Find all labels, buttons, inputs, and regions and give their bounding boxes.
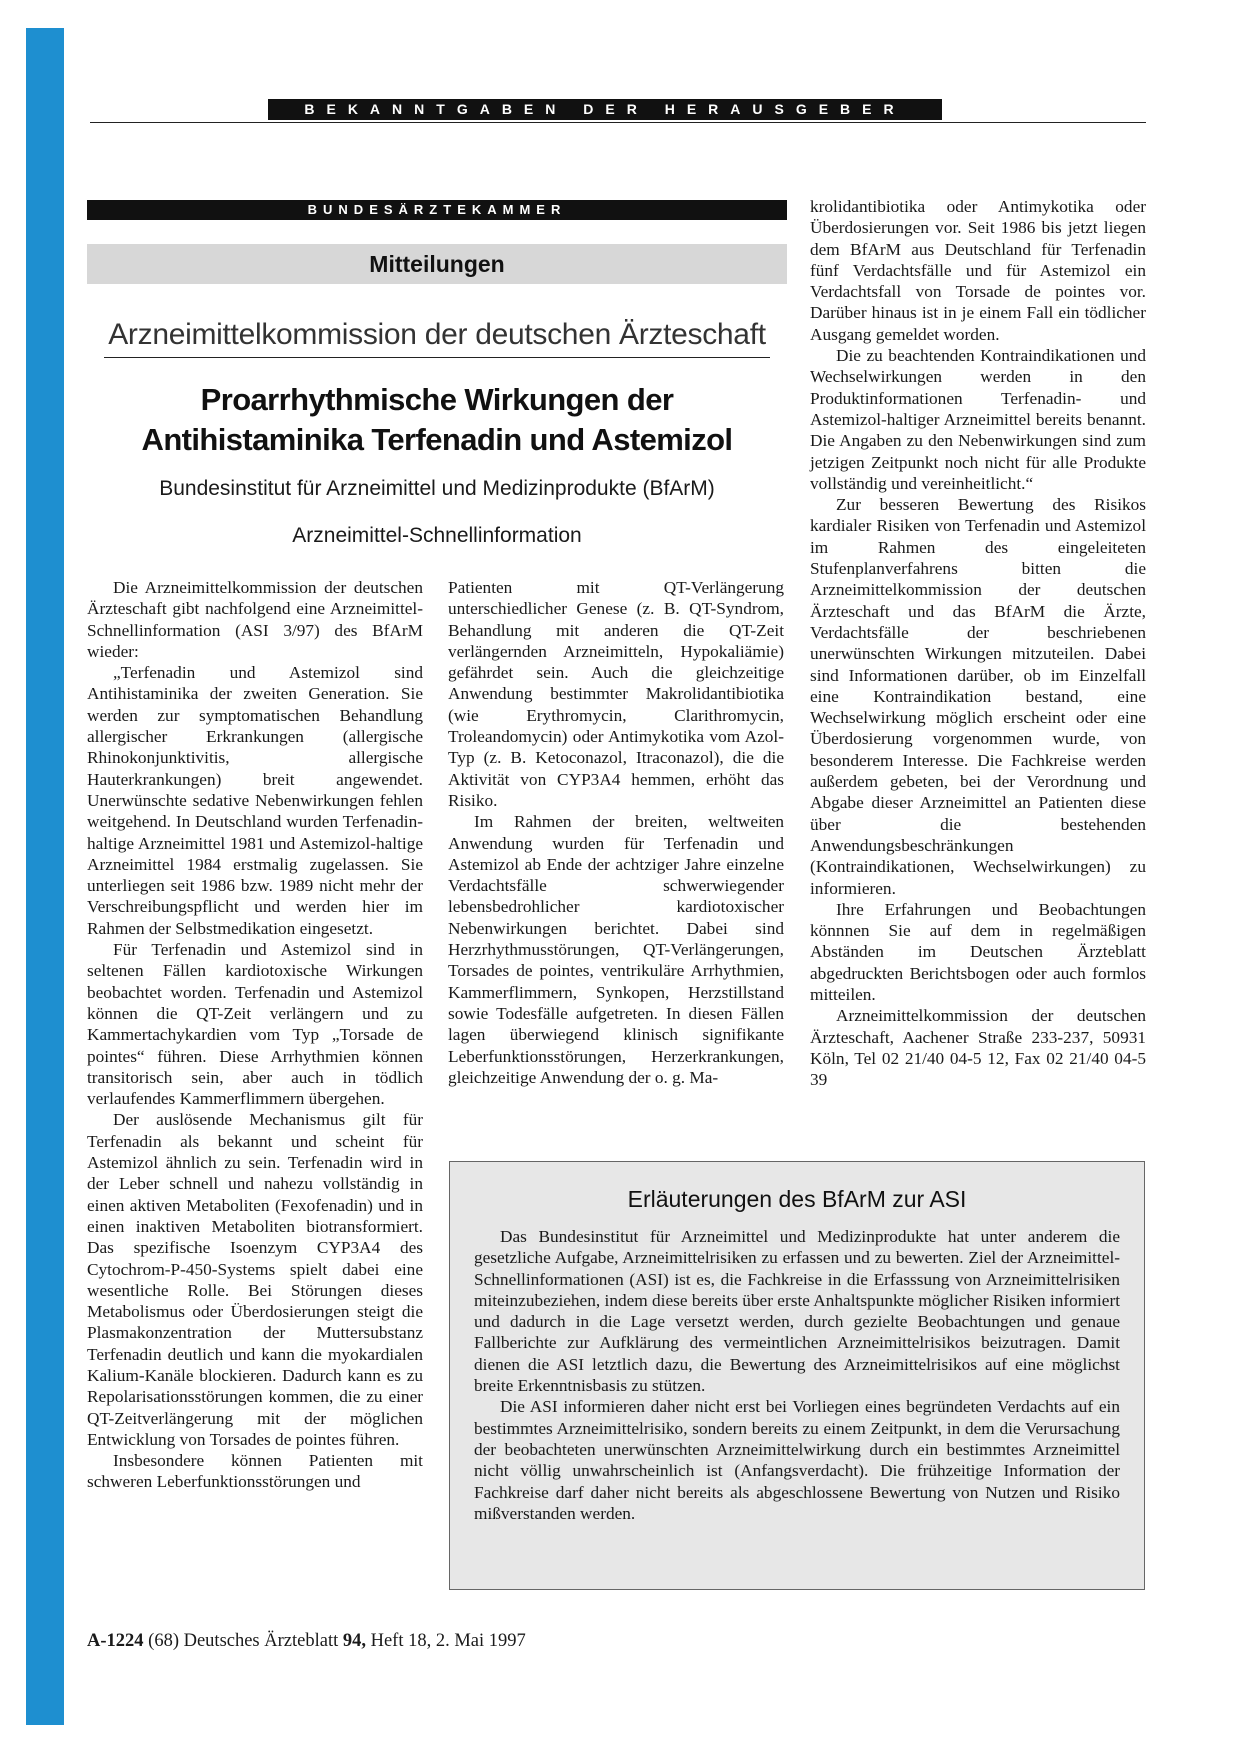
paragraph: „Terfenadin und Astemizol sind Antihistaminika der zweiten Generation. Sie werden zur symptomatischen Behandlung allergischer Erkrankungen (allergische Rhinokonjunktivitis, allergische Hauterkrankungen) breit angewendet. Unerwünschte sedative Nebenwirkungen fehlen weitgehend. In Deutschland wurden Terfenadin-haltige Arzneimittel 1981 und Astemizol-haltige Arzneimittel 1984 erstmalig zugelassen. Sie unterliegen seit 1986 bzw. 1989 nicht mehr der Verschreibungspflicht und werden hier im Rahmen der Selbstmedikation eingesetzt. [87,663,423,938]
article-title-line2: Antihistaminika Terfenadin und Astemizol [141,422,733,457]
article-subtitle2: Arzneimittel-Schnellinformation [292,524,582,547]
section-bar: BUNDESÄRZTEKAMMER [87,200,787,220]
paragraph: Ihre Erfahrungen und Beobachtungen könnnen Sie auf dem in regelmäßigen Abständen im Deutschen Ärzteblatt abgedruckten Berichtsbogen oder auch formlos mitteilen. [810,899,1146,1004]
paragraph: Zur besseren Bewertung des Risikos kardialer Risiken von Terfenadin und Astemizol im Rahmen des eingeleiteten Stufenplanverfahrens bitten die Arzneimittelkommission der deutschen Ärzteschaft und das BfArM die Ärzte, Verdachtsfälle der beschriebenen unerwünschten Wirkungen mitzuteilen. Dabei sind Informationen darüber, ob im Einzelfall eine Kontraindikation bestand, eine Wechselwirkung möglich erscheint oder eine Überdosierung vorgenommen wurde, von besonderem Interesse. Die Fachkreise werden außerdem gebeten, bei der Verordnung und Abgabe dieser Arzneimittel an Patienten diese über die bestehenden Anwendungsbeschränkungen (Kontraindikationen, Wechselwirkungen) zu informieren. [810,495,1146,898]
article-title [87,380,787,460]
page-footer [87,1629,526,1653]
page-edge-bar [26,28,64,1725]
paragraph: Der auslösende Mechanismus gilt für Terfenadin als bekannt und scheint für Astemizol ähnlich zu sein. Terfenadin wird in der Leber schnell und nahezu vollständig in einen aktiven Metaboliten (Fexofenadin) und in einen inaktiven Metaboliten biotransformiert. Das spezifische Isoenzym CYP3A4 des Cytochrom-P-450-Systems spielt dabei eine wesentliche Rolle. Bei Störungen dieses Metabolismus oder Überdosierungen steigt die Plasmakonzentration der Muttersubstanz Terfenadin deutlich und kann die myokardialen Kalium-Kanäle blockieren. Dadurch kann es zu Repolarisationsstörungen kommen, die zu einer QT-Zeitverlängerung mit der möglichen Entwicklung von Torsades de pointes führen. [87,1110,423,1449]
article-title-line1: Proarrhythmische Wirkungen der [200,382,674,417]
info-box-paragraph: Das Bundesinstitut für Arzneimittel und Medizinprodukte hat unter anderem die gesetzliche Aufgabe, Arzneimittelrisiken zu erfassen und zu bewerten. Ziel der Arzneimittel-Schnellinformationen (ASI) ist es, die Fachkreise in die Erfasssung von Arzneimittelrisiken miteinzubeziehen, indem diese bereits über erste Anhaltspunkte möglicher Risiken informiert und dadurch in die Lage versetzt werden, durch gezielte Beobachtungen und genaue Fallberichte zur Aufklärung des vermeintlichen Arzneimittelrisikos beizutragen. Damit dienen die ASI letztlich dazu, die Bewertung des Arzneimittelrisikos auf eine möglichst breite Erkenntnisbasis zu stützen. [474,1227,1120,1396]
category-heading: Mitteilungen [87,244,787,284]
info-box-paragraph: Die ASI informieren daher nicht erst bei Vorliegen eines begründeten Verdachts auf ein bestimmtes Arzneimittelrisiko, sondern bereits zu einem Zeitpunkt, in dem die Verursachung der beobachteten unerwünschten Arzneimittelwirkung durch ein bestimmtes Arzneimittel nicht völlig unwahrscheinlich ist (Anfangsverdacht). Die frühzeitige Information der Fachkreise darf daher nicht bereits als abgeschlossene Bewertung von Nutzen und Risiko mißverstanden werden. [474,1397,1120,1523]
paragraph: Die zu beachtenden Kontraindikationen und Wechselwirkungen werden in den Produktinformationen Terfenadin- und Astemizol-haltiger Arzneimittel bereits benannt. Die Angaben zu den Nebenwirkungen sind zum jetzigen Zeitpunkt noch nicht für alle Produkte vollständig und vereinheitlicht.“ [810,346,1146,493]
text-column-2 [448,577,784,1088]
paragraph: Im Rahmen der breiten, weltweiten Anwendung wurden für Terfenadin und Astemizol ab Ende der achtziger Jahre einzelne Verdachtsfälle schwerwiegender lebensbedrohlicher kardiotoxischer Nebenwirkungen berichtet. Dabei sind Herzrhythmusstörungen, QT-Verlängerungen, Torsades de pointes, ventrikuläre Arrhythmien, Kammerflimmern, Synkopen, Herzstillstand sowie Todesfälle aufgetreten. In diesen Fällen lagen überwiegend klinisch signifikante Leberfunktionsstörungen, Herzerkrankungen, gleichzeitige Anwendung der o. g. Ma- [448,812,784,1087]
paragraph: Arzneimittelkommission der deutschen Ärzteschaft, Aachener Straße 233-237, 50931 Köln, Tel 02 21/40 04-5 12, Fax 02 21/40 04-5 39 [810,1006,1146,1090]
article-subtitle: Bundesinstitut für Arzneimittel und Medizinprodukte (BfArM) [159,477,715,500]
volume-number: 94, [342,1631,366,1651]
paragraph: Für Terfenadin und Astemizol sind in seltenen Fällen kardiotoxische Wirkungen beobachtet worden. Terfenadin und Astemizol können die QT-Zeit verlängern und zu Kammertachykardien vom Typ „Torsade de pointes“ führen. Diese Arrhythmien können transitorisch sein, aber auch in tödlich verlaufendes Kammerflimmern übergehen. [87,940,423,1109]
paragraph: Patienten mit QT-Verlängerung unterschiedlicher Genese (z. B. QT-Syndrom, Behandlung mit anderen die QT-Zeit verlängernden Arzneimitteln, Hypokaliämie) gefährdet sein. Auch die gleichzeitige Anwendung bestimmter Makrolidantibiotika (wie Erythromycin, Clarithromycin, Troleandomycin) oder Antimykotika vom Azol-Typ (z. B. Ketoconazol, Itraconazol), die die Aktivität von CYP3A4 hemmen, erhöht das Risiko. [448,578,784,810]
paragraph: Die Arzneimittelkommission der deutschen Ärzteschaft gibt nachfolgend eine Arzneimittel-Schnellinformation (ASI 3/97) des BfArM wieder: [87,578,423,661]
info-box [449,1161,1145,1590]
text-column-3 [810,196,1146,1090]
top-header [90,99,1146,123]
issue-date: Heft 18, 2. Mai 1997 [370,1631,526,1651]
paragraph: krolidantibiotika oder Antimykotika oder Überdosierungen vor. Seit 1986 bis jetzt liegen dem BfArM aus Deutschland für Terfenadin fünf Verdachtsfälle und für Astemizol ein Verdachtsfall von Torsade de pointes vor. Darüber hinaus ist in je einem Fall ein tödlicher Ausgang gemeldet worden. [810,197,1146,344]
section-label: BEKANNTGABEN DER HERAUSGEBER [268,99,942,120]
journal-name: (68) Deutsches Ärzteblatt [148,1631,339,1651]
page-number: A-1224 [87,1631,144,1651]
info-box-title: Erläuterungen des BfArM zur ASI [627,1186,967,1212]
commission-heading: Arzneimittelkommission der deutschen Ärzteschaft [104,313,770,358]
paragraph: Insbesondere können Patienten mit schweren Leberfunktionsstörungen und [87,1451,423,1492]
text-column-1 [87,577,423,1493]
